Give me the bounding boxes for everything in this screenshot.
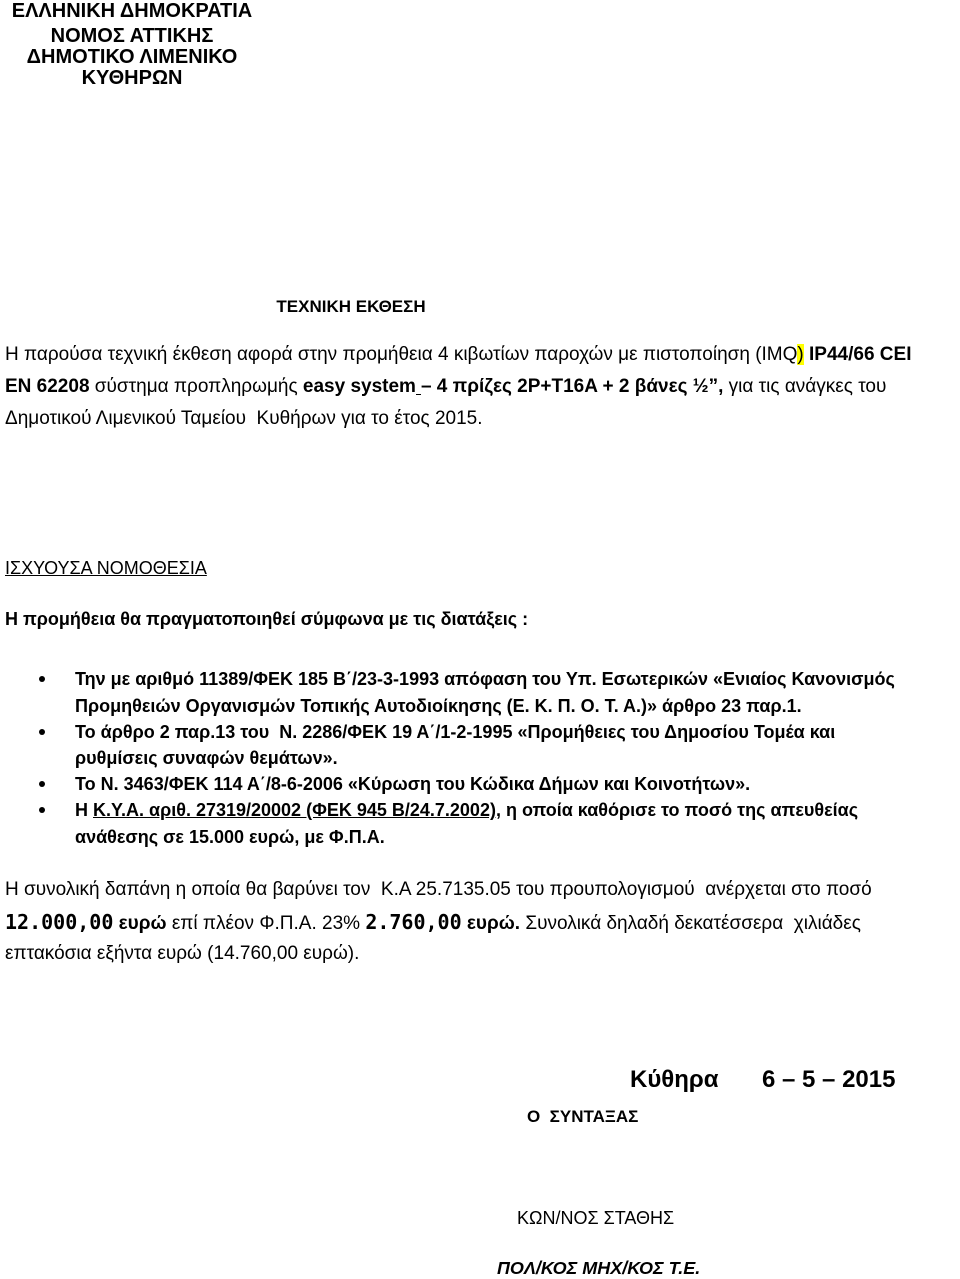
list-item-line: ανάθεσης σε 15.000 ευρώ, με Φ.Π.Α. [75,827,385,847]
list-item-line: Το Ν. 3463/ΦΕΚ 114 Α΄/8-6-2006 «Κύρωση του Κώδικα Δήμων και Κοινοτήτων». [75,774,751,794]
decision-reference: Κ.Υ.Α. αριθ. 27319/20002 (ΦΕΚ 945 Β/24.7.2002) [93,800,496,820]
protection-rating: IP44/66 CEI [803,344,912,365]
document-title: ΤΕΧΝΙΚΗ ΕΚΘΕΣΗ [276,297,426,316]
issuer-header [8,0,256,92]
cost-line-1: Η συνολική δαπάνη η οποία θα βαρύνει τον Κ.Α 25.7135.05 του προυπολογισμού ανέρχεται στο ποσό [5,879,872,900]
signature-role: Ο ΣΥΝΤΑΞΑΣ [527,1107,639,1126]
product-spec: – 4 πρίζες 2P+T16A + 2 βάνες ½”, [420,376,729,397]
intro-line-2 [5,371,886,403]
net-currency: ευρώ [113,913,167,934]
list-item-text: Η [75,800,93,820]
list-item-line: ρυθμίσεις συναφών θεμάτων». [75,748,338,768]
header-prefecture: ΝΟΜΟΣ ΑΤΤΙΚΗΣ [50,25,214,47]
intro-line-3: Δημοτικού Λιμενικού Ταμείου Κυθήρων για το έτος 2015. [5,408,483,429]
intro-line-1 [5,339,911,371]
standard-code: EN 62208 [5,376,90,397]
vat-text: επί πλέον Φ.Π.Α. 23% [166,913,366,934]
vat-currency: ευρώ. [461,913,521,934]
highlight-mark: ) [797,344,804,365]
section-heading: ΙΣΧΥΟΥΣΑ ΝΟΜΟΘΕΣΙΑ [5,558,207,578]
list-item-line: Προμηθειών Οργανισμών Τοπικής Αυτοδιοίκησης (Ε. Κ. Π. Ο. Τ. Α.)» άρθρο 23 παρ.1. [75,696,802,716]
section-intro: Η προμήθεια θα πραγματοποιηθεί σύμφωνα με τις διατάξεις : [5,609,529,629]
bullet-icon [39,781,45,787]
cost-line-3: επτακόσια εξήντα ευρώ (14.760,00 ευρώ). [5,943,360,964]
bullet-icon [39,676,45,682]
list-item-line: Το άρθρο 2 παρ.13 του Ν. 2286/ΦΕΚ 19 Α΄/1-2-1995 «Προμήθειες του Δημοσίου Τομέα και [75,722,836,742]
vat-amount: 2.760,00 [365,910,462,934]
header-authority-place: ΚΥΘΗΡΩΝ [81,67,183,89]
intro-text: σύστημα προπληρωμής [89,376,303,397]
intro-text: για τις ανάγκες του [728,376,887,397]
intro-text: Η παρούσα τεχνική έκθεση αφορά στην προμήθεια 4 κιβωτίων παροχών με πιστοποίηση (IMQ [5,344,798,365]
bullet-icon [39,729,45,735]
signatory-title: ΠΟΛ/ΚΟΣ ΜΗΧ/ΚΟΣ Τ.Ε. [497,1258,701,1278]
signatory-name: ΚΩΝ/ΝΟΣ ΣΤΑΘΗΣ [517,1208,675,1228]
cost-line-2 [5,906,861,938]
signature-place: Κύθηρα [630,1066,719,1093]
list-item-text: , η οποία καθόρισε το ποσό της απευθείας [495,800,859,820]
product-name: easy system [302,376,416,397]
net-amount: 12.000,00 [5,910,114,934]
header-authority: ΔΗΜΟΤΙΚΟ ΛΙΜΕΝΙΚΟ [26,46,238,68]
signature-date: 6 – 5 – 2015 [762,1066,896,1093]
list-item-line [75,797,858,823]
total-text: Συνολικά δηλαδή δεκατέσσερα χιλιάδες [520,913,861,934]
header-country: ΕΛΛΗΝΙΚΗ ΔΗΜΟΚΡΑΤΙΑ [11,0,253,22]
bullet-icon [39,807,45,813]
list-item-line: Την με αριθμό 11389/ΦΕΚ 185 Β΄/23-3-1993 απόφαση του Υπ. Εσωτερικών «Ενιαίος Κανονισμός [75,669,895,689]
